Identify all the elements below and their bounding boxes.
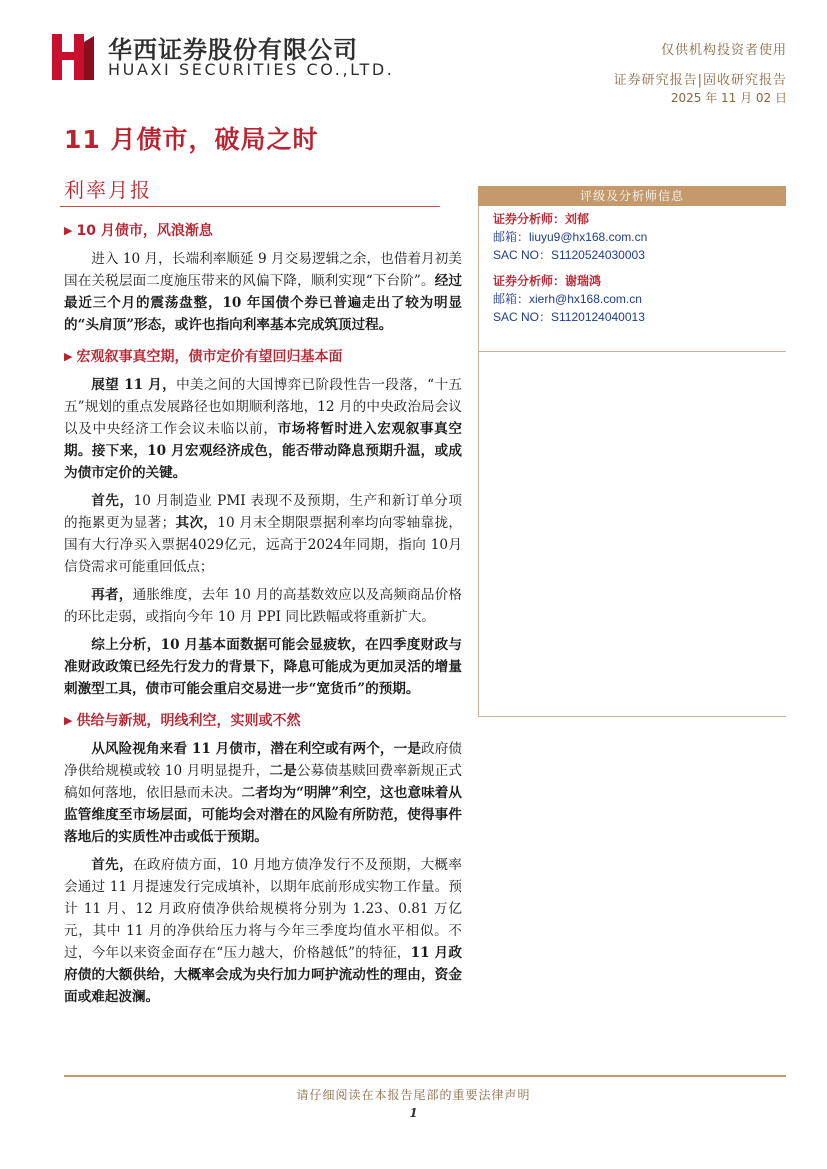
footer-divider bbox=[64, 1075, 786, 1077]
body-text: 通胀维度，去年 10 月的高基数效应以及高频商品价格的环比走弱，或指向今年 10 月 PPI 同比跌幅或将重新扩大。 bbox=[64, 587, 462, 625]
company-name-cn: 华西证券股份有限公司 bbox=[108, 36, 358, 64]
report-type: 证券研究报告|固收研究报告 bbox=[613, 73, 787, 88]
body-paragraph bbox=[64, 490, 462, 578]
subtitle-divider bbox=[60, 206, 440, 207]
emphasis-text: 首先， bbox=[91, 493, 134, 509]
report-date: 2025 年 11 月 02 日 bbox=[670, 91, 787, 105]
emphasis-text: 从风险视角来看 11 月债市，潜在利空或有两个，一是 bbox=[91, 741, 422, 757]
section-heading-text: 宏观叙事真空期，债市定价有望回归基本面 bbox=[76, 349, 343, 365]
emphasis-text: 再者， bbox=[91, 587, 133, 603]
analyst-card bbox=[493, 272, 773, 326]
analyst-card bbox=[493, 210, 773, 264]
page-number: 1 bbox=[409, 1106, 418, 1120]
company-name-en: HUAXI SECURITIES CO.,LTD. bbox=[108, 60, 395, 79]
audience-notice: 仅供机构投资者使用 bbox=[660, 43, 787, 58]
body-paragraph bbox=[64, 374, 462, 484]
sidebar-divider bbox=[478, 351, 786, 352]
body-paragraph bbox=[64, 854, 462, 1008]
emphasis-text: 二是 bbox=[269, 763, 297, 779]
emphasis-text: 其次， bbox=[175, 515, 218, 531]
body-paragraph bbox=[64, 634, 462, 700]
section-heading bbox=[64, 708, 462, 734]
emphasis-text: 首先， bbox=[91, 857, 134, 873]
analyst-email[interactable]: 邮箱：liuyu9@hx168.com.cn bbox=[493, 230, 648, 244]
footer-disclaimer: 请仔细阅读在本报告尾部的重要法律声明 bbox=[296, 1088, 531, 1102]
body-text: 10 月制造业 PMI 表现不及预期，生产和新订单分项的拖累更为显著； bbox=[64, 493, 463, 531]
analyst-name: 证券分析师：谢瑞鸿 bbox=[493, 274, 602, 288]
analyst-sac: SAC NO：S1120124040013 bbox=[493, 310, 645, 324]
analyst-name: 证券分析师：刘郁 bbox=[493, 212, 590, 226]
emphasis-text: 二者均为“明牌”利空，这也意味着从监管维度至市场层面，可能均会对潜在的风险有所防范，使得事件落地后的实质性冲击或低于预期。 bbox=[64, 785, 463, 845]
company-logo-icon bbox=[52, 34, 94, 80]
body-text: 10 月末全期限票据利率均向零轴靠拢，国有大行净买入票据4029亿元，远高于2024年同期，指向 10月信贷需求可能重回低点； bbox=[64, 515, 462, 575]
section-heading-text: 10 月债市，风浪渐息 bbox=[76, 223, 213, 239]
body-text: 公募债基赎回费率新规正式稿如何落地，依旧悬而未决。 bbox=[64, 763, 463, 801]
analyst-sac: SAC NO：S1120524030003 bbox=[493, 248, 645, 262]
main-content bbox=[64, 218, 462, 1016]
body-text: 中美之间的大国博弈已阶段性告一段落，“十五五”规划的重点发展路径也如期顺利落地，12 月的中央政治局会议以及中央经济工作会议未临以前， bbox=[64, 377, 462, 437]
body-paragraph bbox=[64, 584, 462, 628]
body-paragraph bbox=[64, 738, 462, 848]
body-text: 进入 10 月，长端利率顺延 9 月交易逻辑之余，也借着月初美国在关税层面二度施压带来的风偏下降，顺利实现“下台阶”。 bbox=[64, 251, 462, 289]
report-title: 11 月债市，破局之时 bbox=[64, 125, 319, 154]
section-heading bbox=[64, 218, 462, 244]
emphasis-text: 展望 11 月， bbox=[91, 377, 177, 393]
section-arrow-icon: ▶ bbox=[64, 350, 73, 363]
emphasis-text: 市场将暂时进入宏观叙事真空期。接下来，10 月宏观经济成色，能否带动降息预期升温，或成为债市定价的关键。 bbox=[64, 421, 463, 481]
report-subtitle: 利率月报 bbox=[64, 178, 152, 202]
body-paragraph bbox=[64, 248, 462, 336]
body-text: 在政府债方面，10 月地方债净发行不及预期，大概率会通过 11 月提速发行完成填补，以期年底前形成实物工作量。预计 11 月、12 月政府债净供给规模将分别为 1.23、0.81 万亿元，其中 11 月的净供给压力将与今年三季度均值水平相似。不过，今年以来资金面存在“压力越大，价格越低”的特征， bbox=[64, 857, 462, 961]
section-arrow-icon: ▶ bbox=[64, 714, 73, 727]
analyst-email[interactable]: 邮箱：xierh@hx168.com.cn bbox=[493, 292, 642, 306]
section-heading bbox=[64, 344, 462, 370]
body-text: 政府债净供给规模或较 10 月明显提升， bbox=[64, 741, 462, 779]
emphasis-text: 11 月政府债的大额供给，大概率会成为央行加力呵护流动性的理由，资金面或难起波澜。 bbox=[64, 945, 462, 1005]
emphasis-text: 经过最近三个月的震荡盘整，10 年国债个券已普遍走出了较为明显的“头肩顶”形态，或许也指向利率基本完成筑顶过程。 bbox=[64, 273, 462, 333]
section-arrow-icon: ▶ bbox=[64, 224, 73, 237]
section-heading-text: 供给与新规，明线利空，实则或不然 bbox=[76, 713, 301, 729]
sidebar-heading: 评级及分析师信息 bbox=[478, 186, 786, 206]
emphasis-text: 综上分析，10 月基本面数据可能会显疲软，在四季度财政与准财政政策已经先行发力的背景下，降息可能成为更加灵活的增量刺激型工具，债市可能会重启交易进一步“宽货币”的预期。 bbox=[64, 637, 462, 697]
